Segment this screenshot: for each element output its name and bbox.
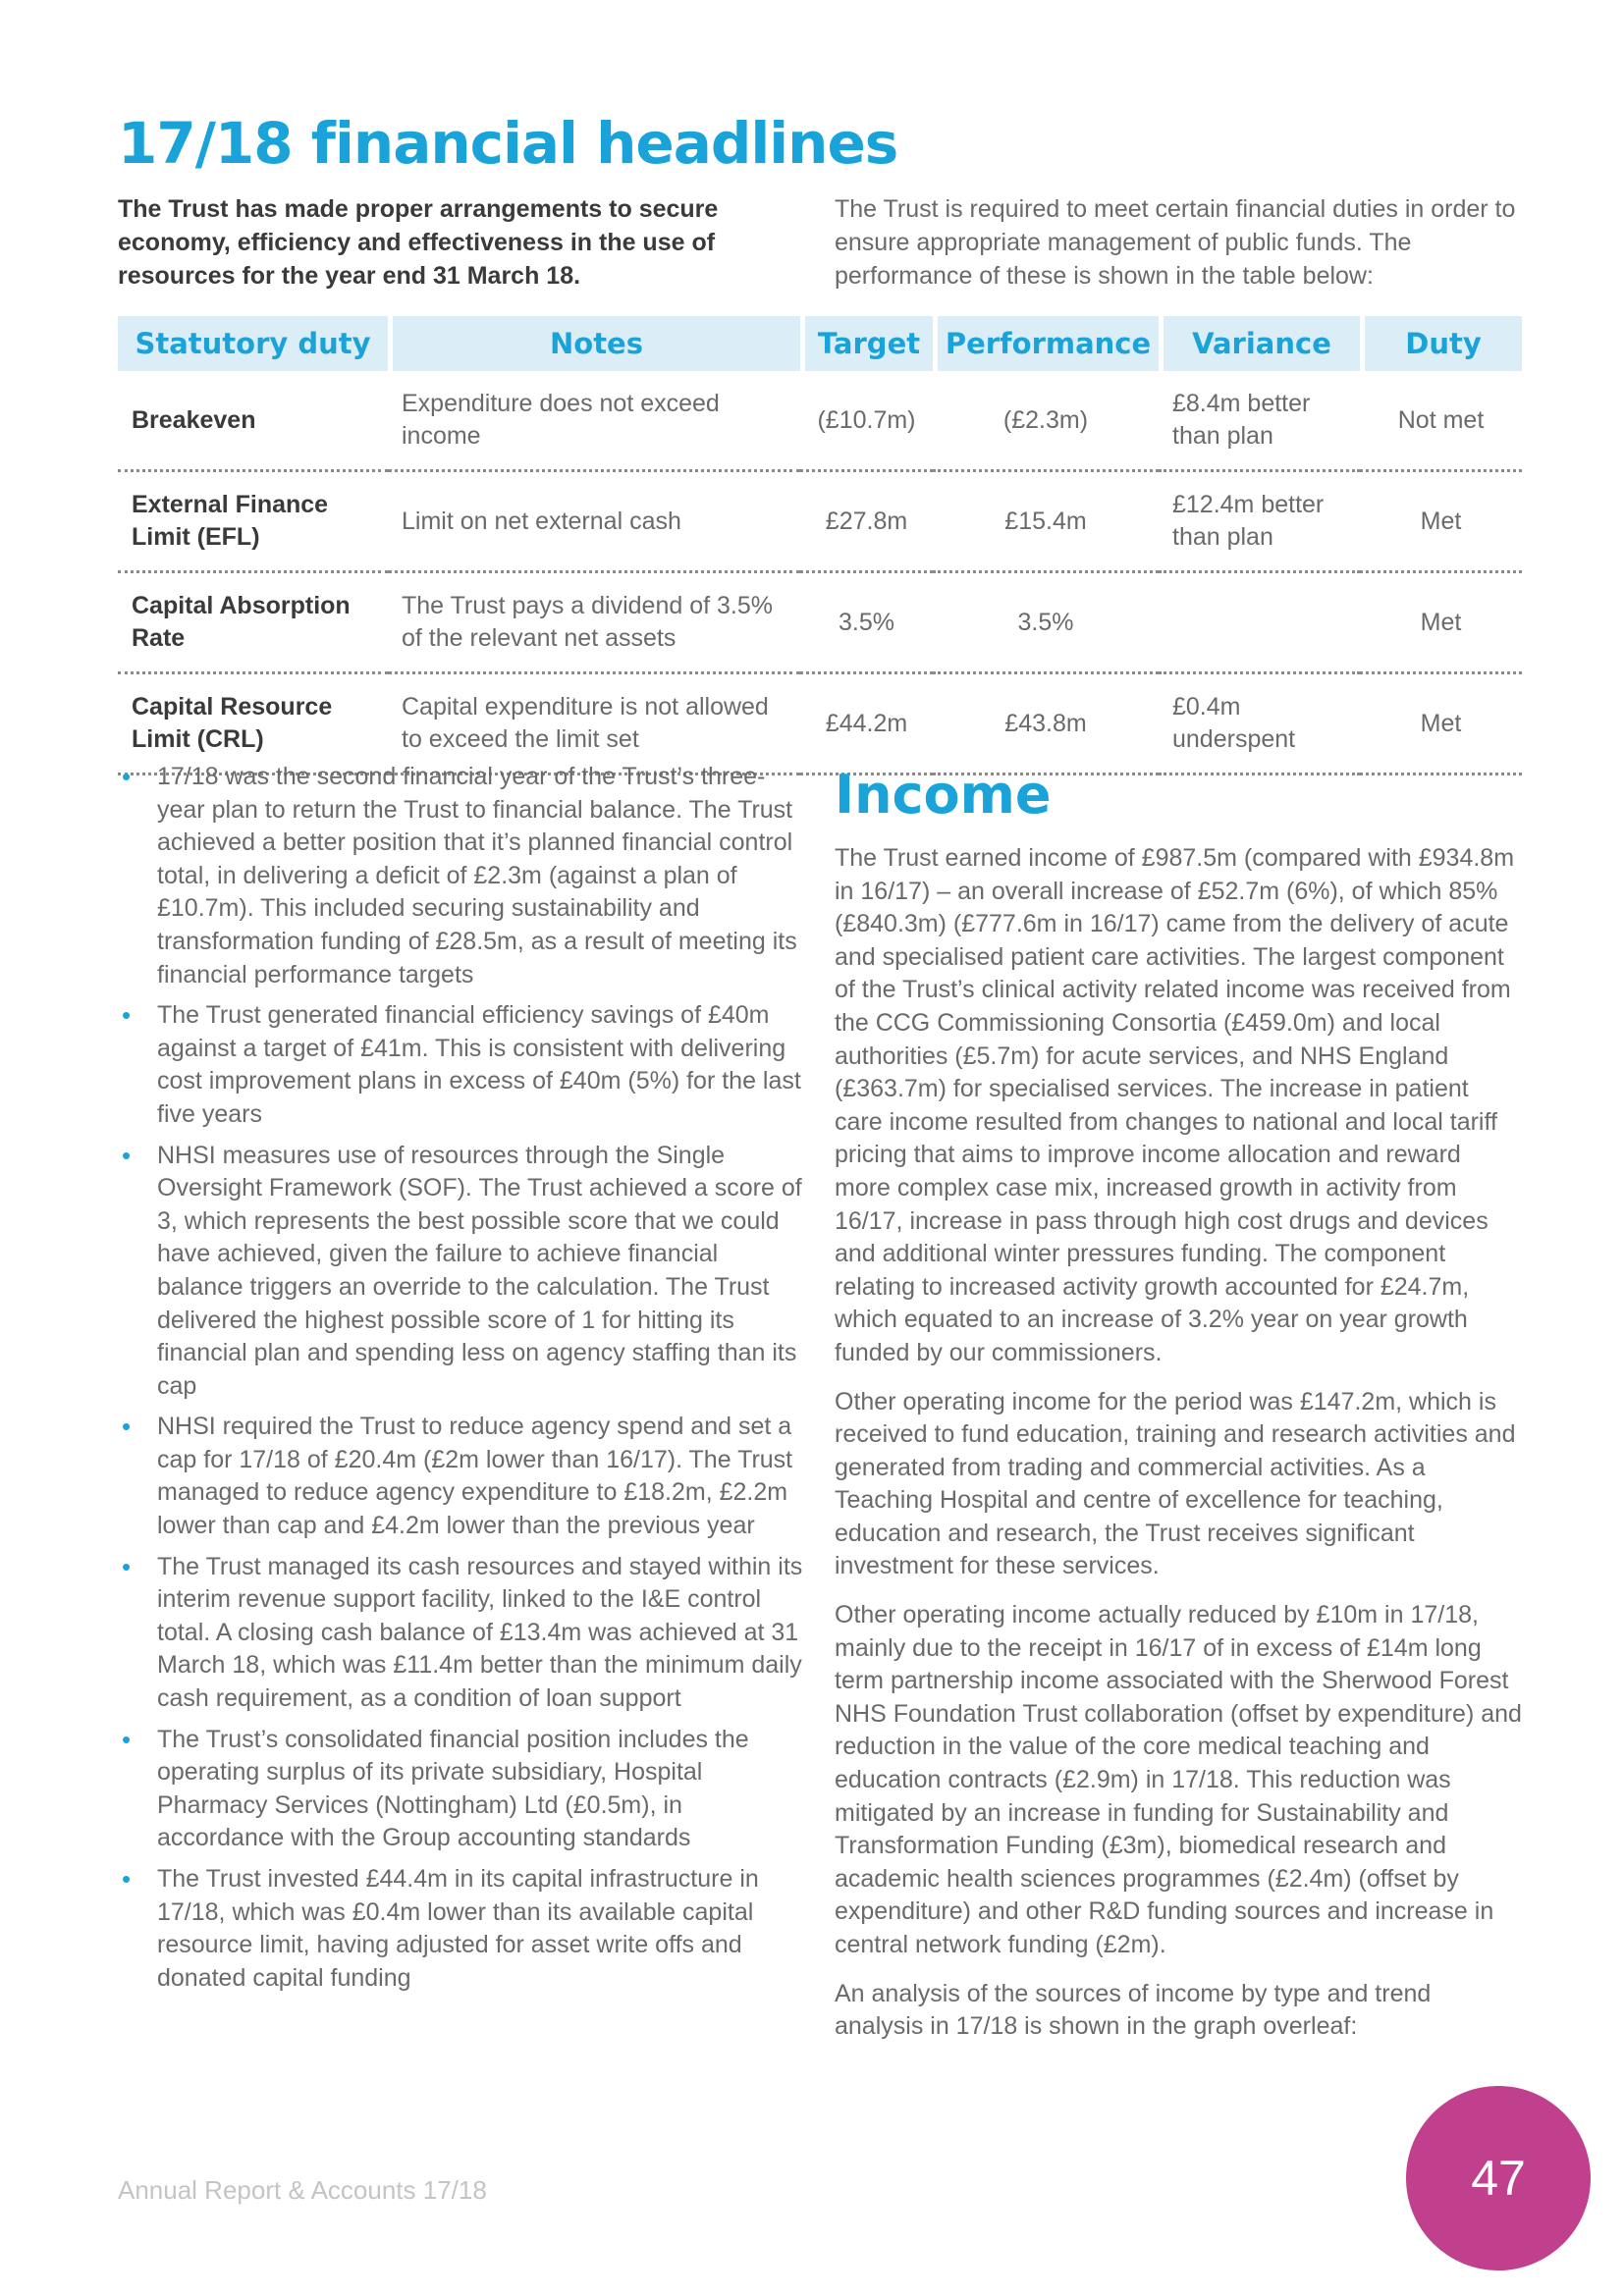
- duty-name: Capital Resource Limit (CRL): [118, 674, 388, 775]
- headline-bullet-list: [118, 761, 805, 2002]
- list-item: [118, 1551, 805, 1716]
- duty-name: External Finance Limit (EFL): [118, 472, 388, 573]
- income-section: [835, 842, 1522, 2059]
- duty-performance: £43.8m: [933, 674, 1159, 775]
- table-row: [118, 472, 1522, 573]
- duty-variance: £12.4m better than plan: [1159, 472, 1360, 573]
- list-item-text: The Trust managed its cash resources and stayed within its interim revenue support facility, linked to the I&E control total. A closing cash balance of £13.4m was achieved at 31 March 18, which was £11.4m better than the minimum daily cash requirement, as a condition of loan support: [157, 1552, 803, 1713]
- footer-report-title: Annual Report & Accounts 17/18: [118, 2175, 487, 2205]
- duty-notes: Expenditure does not exceed income: [388, 371, 800, 472]
- header-notes: Notes: [388, 316, 800, 371]
- bullet-icon: •: [122, 1000, 132, 1031]
- duty-notes: The Trust pays a dividend of 3.5% of the relevant net assets: [388, 573, 800, 674]
- duty-name: Capital Absorption Rate: [118, 573, 388, 674]
- list-item-text: The Trust generated financial efficiency savings of £40m against a target of £41m. This is consistent with delivering cost improvement plans in excess of £40m (5%) for the last five years: [157, 1001, 801, 1128]
- list-item-text: The Trust invested £44.4m in its capital infrastructure in 17/18, which was £0.4m lower than its available capital resource limit, having adjusted for asset write offs and donated capital funding: [157, 1865, 759, 1992]
- header-duty: Duty: [1360, 316, 1522, 371]
- duty-performance: 3.5%: [933, 573, 1159, 674]
- header-target: Target: [800, 316, 933, 371]
- duty-performance: (£2.3m): [933, 371, 1159, 472]
- income-paragraph: Other operating income for the period was £147.2m, which is received to fund education, training and research activities and generated from trading and commercial activities. As a Teaching Hospital and centre of excellence for teaching, education and research, the Trust receives significant investment for these services.: [835, 1387, 1516, 1580]
- intro-statement: The Trust has made proper arrangements to secure economy, efficiency and effectiveness in the use of resources for the year end 31 March 18.: [118, 195, 719, 290]
- bullet-icon: •: [122, 1864, 132, 1894]
- header-performance: Performance: [933, 316, 1159, 371]
- bullet-icon: •: [122, 1412, 132, 1442]
- statutory-duties-table: [118, 316, 1522, 775]
- duty-performance: £15.4m: [933, 472, 1159, 573]
- list-item: [118, 1724, 805, 1855]
- duty-variance: [1159, 573, 1360, 674]
- duty-status: Met: [1360, 674, 1522, 775]
- duty-status: Met: [1360, 573, 1522, 674]
- table-header-row: [118, 316, 1522, 371]
- list-item-text: 17/18 was the second financial year of the Trust’s three-year plan to return the Trust to financial balance. The Trust achieved a better position that it’s planned financial control total, in delivering a deficit of £2.3m (against a plan of £10.7m). This included securing sustainability and transformation funding of £28.5m, as a result of meeting its financial performance targets: [157, 763, 797, 988]
- income-paragraph: The Trust earned income of £987.5m (compared with £934.8m in 16/17) – an overall increase of £52.7m (6%), of which 85% (£840.3m) (£777.6m in 16/17) came from the delivery of acute and specialised patient care activities. The largest component of the Trust’s clinical activity related income was received from the CCG Commissioning Consortia (£459.0m) and local authorities (£5.7m) for acute services, and NHS England (£363.7m) for specialised services. The increase in patient care income resulted from changes to national and local tariff pricing that aims to improve income allocation and reward more complex case mix, increased growth in activity from 16/17, increase in pass through high cost drugs and devices and additional winter pressures funding. The component relating to increased activity growth accounted for £24.7m, which equated to an increase of 3.2% year on year growth funded by our commissioners.: [835, 844, 1515, 1366]
- list-item: [118, 1140, 805, 1404]
- duty-target: £27.8m: [800, 472, 933, 573]
- list-item-text: The Trust’s consolidated financial position includes the operating surplus of its private subsidiary, Hospital Pharmacy Services (Nottingham) Ltd (£0.5m), in accordance with the Group accounting standards: [157, 1725, 749, 1852]
- list-item: [118, 761, 805, 991]
- duty-status: Met: [1360, 472, 1522, 573]
- duty-variance: £0.4m underspent: [1159, 674, 1360, 775]
- header-statutory-duty: Statutory duty: [118, 316, 388, 371]
- list-item: [118, 1411, 805, 1542]
- intro-description: The Trust is required to meet certain financial duties in order to ensure appropriate management of public funds. The performance of these is shown in the table below:: [835, 195, 1516, 290]
- income-paragraph: Other operating income actually reduced by £10m in 17/18, mainly due to the receipt in 16/17 of in excess of £14m long term partnership income associated with the Sherwood Forest NHS Foundation Trust collaboration (offset by expenditure) and reduction in the value of the core medical teaching and education contracts (£2.9m) in 17/18. This reduction was mitigated by an increase in funding for Sustainability and Transformation Funding (£3m), biomedical research and academic health sciences programmes (£2.4m) (offset by expenditure) and other R&D funding sources and increase in central network funding (£2m).: [835, 1601, 1522, 1958]
- duty-target: (£10.7m): [800, 371, 933, 472]
- list-item-text: NHSI measures use of resources through the Single Oversight Framework (SOF). The Trust achieved a score of 3, which represents the best possible score that we could have achieved, given the failure to achieve financial balance triggers an override to the calculation. The Trust delivered the highest possible score of 1 for hitting its financial plan and spending less on agency staffing than its cap: [157, 1141, 802, 1400]
- duty-target: £44.2m: [800, 674, 933, 775]
- duty-name: Breakeven: [118, 371, 388, 472]
- page-number-badge: 47: [1406, 2086, 1591, 2270]
- bullet-icon: •: [122, 1551, 132, 1581]
- duty-variance: £8.4m better than plan: [1159, 371, 1360, 472]
- duty-status: Not met: [1360, 371, 1522, 472]
- page-title: 17/18 financial headlines: [118, 110, 898, 177]
- list-item-text: NHSI required the Trust to reduce agency spend and set a cap for 17/18 of £20.4m (£2m lower than 16/17). The Trust managed to reduce agency expenditure to £18.2m, £2.2m lower than cap and £4.2m lower than the previous year: [157, 1413, 793, 1540]
- header-variance: Variance: [1159, 316, 1360, 371]
- list-item: [118, 999, 805, 1131]
- duty-notes: Capital expenditure is not allowed to exceed the limit set: [388, 674, 800, 775]
- duty-notes: Limit on net external cash: [388, 472, 800, 573]
- duty-target: 3.5%: [800, 573, 933, 674]
- bullet-icon: •: [122, 1140, 132, 1170]
- list-item: [118, 1863, 805, 1995]
- income-paragraph: An analysis of the sources of income by type and trend analysis in 17/18 is shown in the graph overleaf:: [835, 1979, 1432, 2041]
- table-row: [118, 371, 1522, 472]
- bullet-icon: •: [122, 1724, 132, 1754]
- income-heading: Income: [835, 764, 1052, 826]
- bullet-icon: •: [122, 762, 132, 791]
- table-row: [118, 573, 1522, 674]
